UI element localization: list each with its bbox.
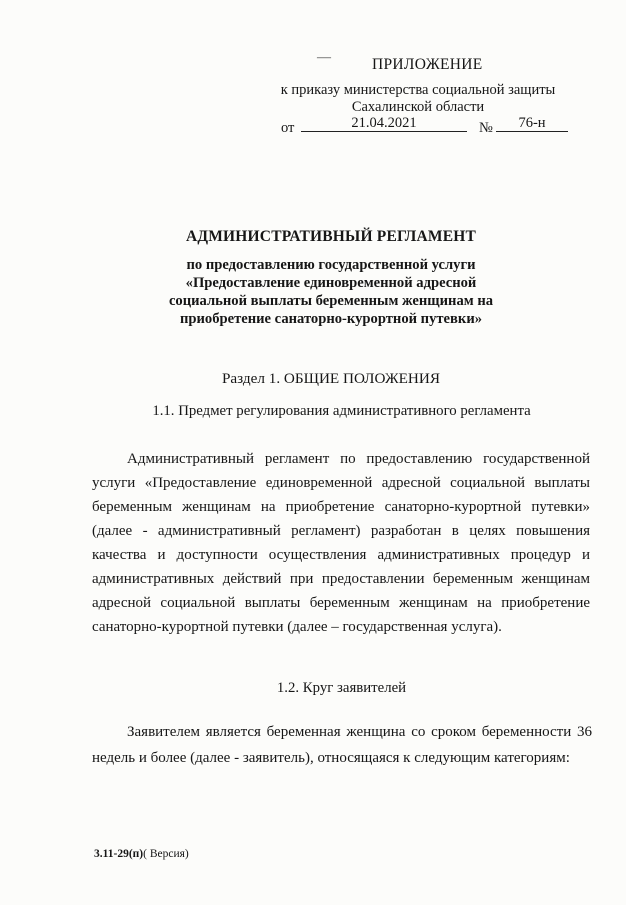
order-reference-line: к приказу министерства социальной защиты (280, 82, 556, 98)
order-date: 21.04.2021 (301, 116, 467, 132)
document-title: АДМИНИСТРАТИВНЫЙ РЕГЛАМЕНТ (185, 228, 477, 245)
header-dash: — (317, 50, 331, 65)
subsection-heading-1-2: 1.2. Круг заявителей (276, 680, 407, 696)
subsection-heading-1-1: 1.1. Предмет регулирования административного регламента (152, 403, 531, 419)
number-label: № (479, 120, 493, 136)
paragraph-applicants: Заявителем является беременная женщина со сроком беременности 36 недель и более (далее - заявитель), относящаяся к следующим категориям: (92, 724, 592, 766)
from-label: от (281, 120, 295, 136)
footer-code (94, 848, 189, 860)
subtitle-line: приобретение санаторно-курортной путевки» (179, 311, 483, 327)
subtitle-line: по предоставлению государственной услуги (186, 257, 476, 273)
footer-doc-code: 3.11-29(п) (94, 848, 144, 860)
document-subtitle (0, 256, 626, 328)
appendix-label: ПРИЛОЖЕНИЕ (372, 56, 483, 73)
paragraph-subject: Административный регламент по предоставлению государственной услуги «Предоставление единовременной адресной социальной выплаты беременным женщинам на приобретение санаторно-курортной путевки» (далее - административный регламент) разработан в целях повышения качества и доступности осуществления административных процедур и административных действий при предоставлении беременным женщинам адресной социальной выплаты беременным женщинам на приобретение санаторно-курортной путевки (далее – государственная услуга). (92, 451, 590, 635)
order-date-number-row (281, 116, 573, 136)
footer-version: ( Версия) (143, 848, 189, 860)
subtitle-line: социальной выплаты беременным женщинам на (168, 293, 494, 309)
subtitle-line: «Предоставление единовременной адресной (185, 275, 477, 291)
order-number: 76-н (496, 116, 568, 132)
order-region-line: Сахалинской области (351, 99, 485, 115)
section-heading: Раздел 1. ОБЩИЕ ПОЛОЖЕНИЯ (221, 370, 440, 387)
